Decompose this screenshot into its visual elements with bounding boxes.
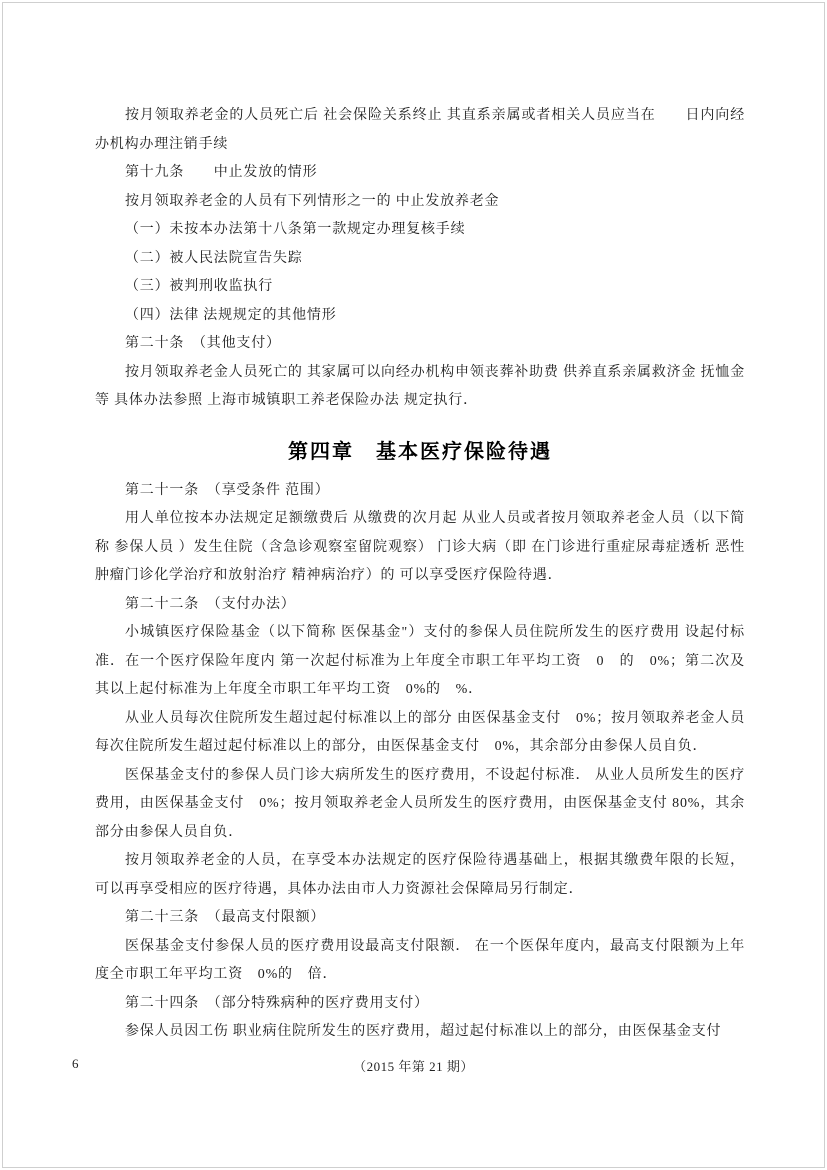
para-article-23-body: 医保基金支付参保人员的医疗费用设最高支付限额． 在一个医保年度内，最高支付限额为上年度全市职工年平均工资 0%的 倍． (95, 938, 745, 982)
para-article-20-body: 按月领取养老金人员死亡的 其家属可以向经办机构申领丧葬补助费 供养直系亲属救济金 抚恤金等 具体办法参照 上海市城镇职工养老保险办法 规定执行． (95, 364, 745, 408)
page-footer (0, 1056, 827, 1080)
article-24-title: 第二十四条 （部分特殊病种的医疗费用支付） (125, 995, 429, 1011)
article-21-title: 第二十一条 （享受条件 范围） (125, 482, 330, 498)
issue-label: （2015 年第 21 期） (353, 1059, 474, 1074)
page-number: 6 (72, 1056, 79, 1071)
article-19-item-1: （一）未按本办法第十八条第一款规定办理复核手续 (125, 222, 466, 237)
article-20-title: 第二十条 （其他支付） (125, 336, 281, 351)
para-article-24-body: 参保人员因工伤 职业病住院所发生的医疗费用，超过起付标准以上的部分，由医保基金支付 (125, 1024, 722, 1039)
para-article-19-lead: 按月领取养老金的人员有下列情形之一的 中止发放养老金 (125, 193, 500, 209)
document-body (95, 102, 745, 1047)
para-article-22-body-1: 小城镇医疗保险基金（以下简称 医保基金"）支付的参保人员住院所发生的医疗费用 设起付标准．在一个医疗保险年度内 第一次起付标准为上年度全市职工年平均工资 0 的 0%；第二次及其以上起付标准为上年度全市职工年平均工资 0%的 %． (95, 625, 745, 697)
para-article-22-body-2: 从业人员每次住院所发生超过起付标准以上的部分 由医保基金支付 0%；按月领取养老金人员每次住院所发生超过起付标准以上的部分，由医保基金支付 0%，其余部分由参保人员自负． (95, 710, 745, 754)
article-19-title: 第十九条 中止发放的情形 (125, 165, 318, 180)
article-23-title: 第二十三条 （最高支付限额） (125, 910, 326, 925)
para-article-22-body-3: 医保基金支付的参保人员门诊大病所发生的医疗费用，不设起付标准． 从业人员所发生的医疗费用，由医保基金支付 0%；按月领取养老金人员所发生的医疗费用，由医保基金支付 80%，其余部分由参保人员自负． (95, 767, 745, 840)
article-19-item-4: （四）法律 法规规定的其他情形 (125, 307, 337, 323)
article-22-title: 第二十二条 （支付办法） (125, 596, 296, 612)
article-19-item-3: （三）被判刑收监执行 (125, 279, 273, 294)
para-article-21-body: 用人单位按本办法规定足额缴费后 从缴费的次月起 从业人员或者按月领取养老金人员（以下简称 参保人员 ）发生住院（含急诊观察室留院观察） 门诊大病（即 在门诊进行重症尿毒症透析 恶性肿瘤门诊化学治疗和放射治疗 精神病治疗）的 可以享受医疗保险待遇． (95, 511, 745, 583)
para-article-22-body-4: 按月领取养老金的人员，在享受本办法规定的医疗保险待遇基础上，根据其缴费年限的长短，可以再享受相应的医疗待遇，具体办法由市人力资源社会保障局另行制定． (95, 853, 745, 897)
para-pension-death-cancellation: 按月领取养老金的人员死亡后 社会保险关系终止 其直系亲属或者相关人员应当在 日内向经办机构办理注销手续 (95, 108, 745, 152)
chapter-4-heading: 第四章 基本医疗保险待遇 (288, 440, 552, 463)
article-19-item-2: （二）被人民法院宣告失踪 (125, 250, 303, 266)
